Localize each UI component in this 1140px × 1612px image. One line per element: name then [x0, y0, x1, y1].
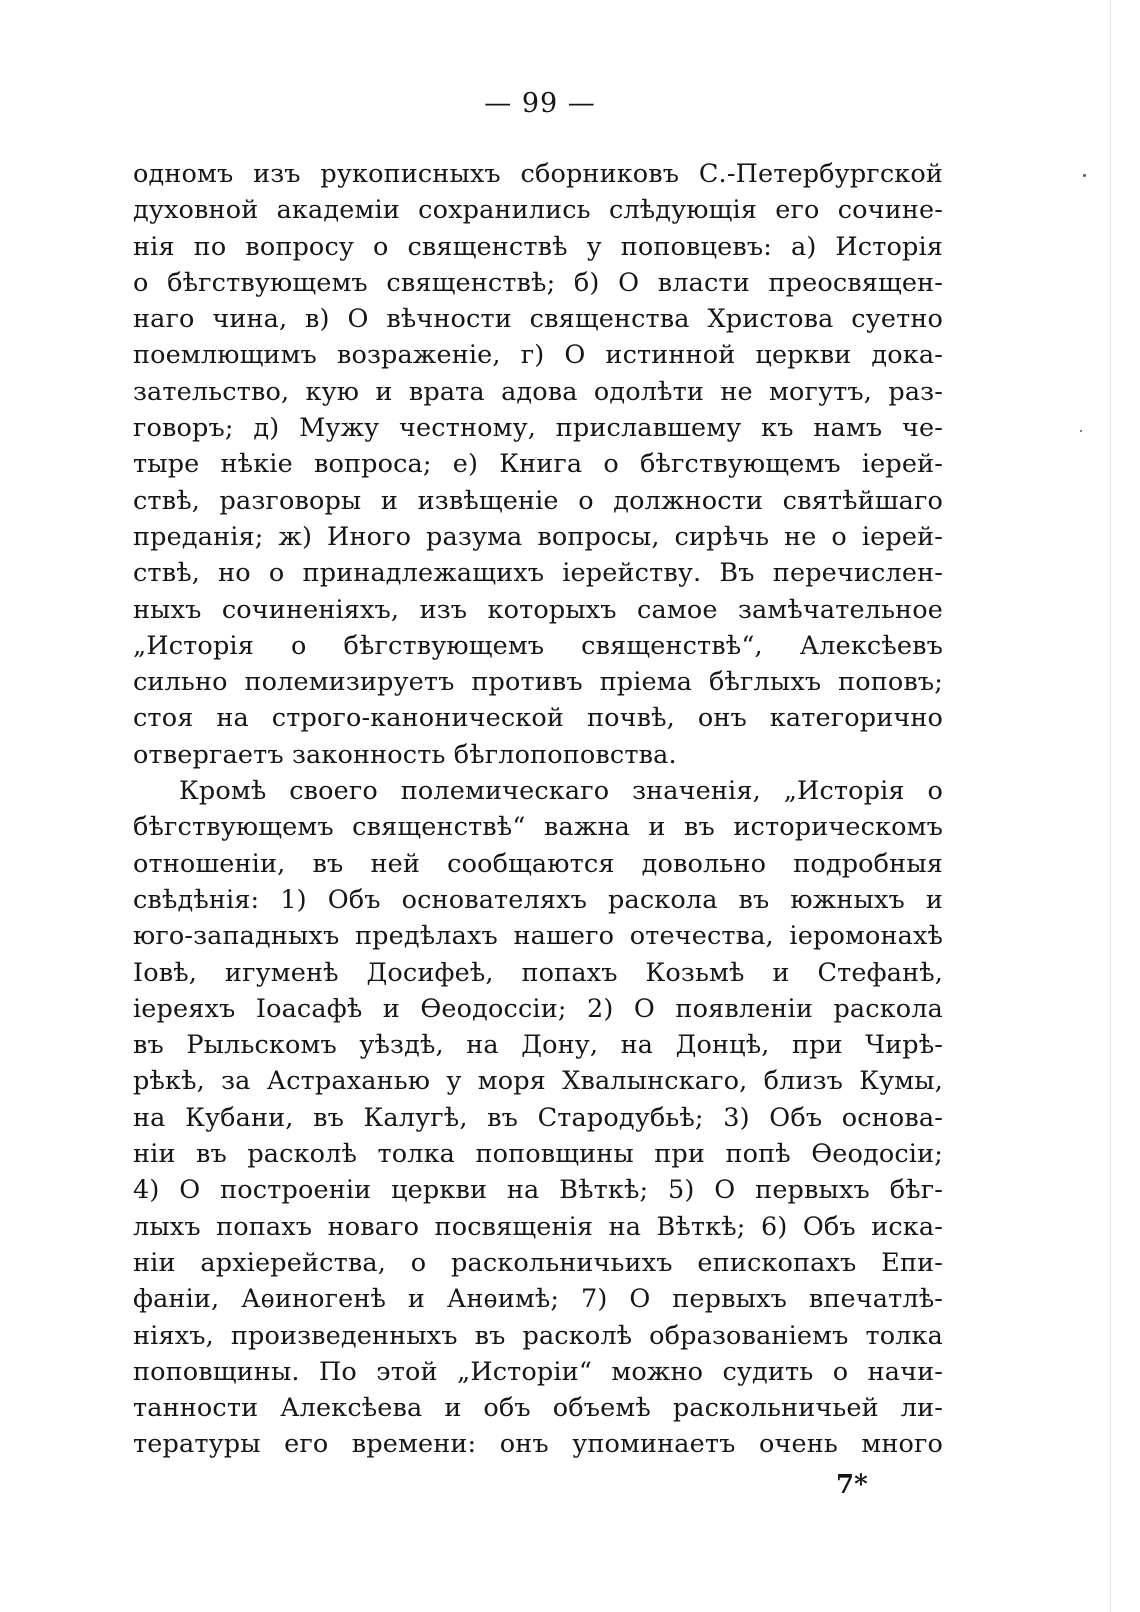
- text-line: ніи въ расколѣ толка поповщины при попѣ Ѳеодосіи;: [133, 1139, 943, 1170]
- text-line: танности Алексѣева и объ объемѣ раскольничьей ли-: [133, 1393, 943, 1424]
- text-line: на Кубани, въ Калугѣ, въ Стародубьѣ; 3) Объ основа-: [133, 1102, 943, 1133]
- text-line: свѣдѣнія: 1) Объ основателяхъ раскола въ южныхъ и: [133, 884, 943, 915]
- text-line: лыхъ попахъ новаго посвященія на Вѣткѣ; 6) Объ иска-: [133, 1211, 943, 1242]
- text-line: ныхъ сочиненіяхъ, изъ которыхъ самое замѣчательное: [133, 594, 943, 625]
- text-line: ствѣ, разговоры и извѣщеніе о должности святѣйшаго: [133, 485, 943, 516]
- text-line: нія по вопросу о священствѣ у поповцевъ: а) Исторія: [133, 231, 943, 262]
- scan-speck: [1080, 430, 1082, 432]
- text-line: наго чина, в) О вѣчности священства Христова суетно: [133, 304, 943, 335]
- text-line: сильно полемизируетъ противъ пріема бѣглыхъ поповъ;: [133, 667, 943, 698]
- text-line: бѣгствующемъ священствѣ“ важна и въ историческомъ: [133, 812, 943, 843]
- text-line: іереяхъ Іоасафѣ и Ѳеодоссіи; 2) О появленіи раскола: [133, 993, 943, 1024]
- text-line: рѣкѣ, за Астраханью у моря Хвалынскаго, близъ Кумы,: [133, 1066, 943, 1097]
- text-line: фаніи, Аѳиногенѣ и Анѳимѣ; 7) О первыхъ впечатлѣ-: [133, 1284, 943, 1315]
- text-line: поемлющимъ возраженіе, г) О истинной церкви дока-: [133, 340, 943, 371]
- text-line: духовной академіи сохранились слѣдующія его сочине-: [133, 195, 943, 226]
- text-line: поповщины. По этой „Исторіи“ можно судить о начи-: [133, 1356, 943, 1387]
- text-line: стоя на строго-канонической почвѣ, онъ категорично: [133, 703, 943, 734]
- scan-edge-line: [1110, 0, 1111, 1612]
- text-line: говоръ; д) Мужу честному, приславшему къ намъ че-: [133, 413, 943, 444]
- text-line: 4) О построеніи церкви на Вѣткѣ; 5) О первыхъ бѣг-: [133, 1175, 943, 1206]
- text-line-paragraph-start: Кромѣ своего полемическаго значенія, „Исторія о: [179, 776, 943, 807]
- text-line: тературы его времени: онъ упоминаетъ очень много: [133, 1429, 943, 1460]
- text-line-paragraph-end: отвергаетъ законность бѣглопоповства.: [133, 739, 677, 770]
- text-line: Іовѣ, игуменѣ Досифеѣ, попахъ Козьмѣ и Стефанѣ,: [133, 957, 943, 988]
- text-line: отношеніи, въ ней сообщаются довольно подробныя: [133, 848, 943, 879]
- text-line: ніяхъ, произведенныхъ въ расколѣ образованіемъ толка: [133, 1320, 943, 1351]
- text-line: ствѣ, но о принадлежащихъ іерейству. Въ перечислен-: [133, 558, 943, 589]
- text-line: юго-западныхъ предѣлахъ нашего отечества, іеромонахѣ: [133, 921, 943, 952]
- text-line: преданія; ж) Иного разума вопросы, сирѣчь не о іерей-: [133, 521, 943, 552]
- body-text: [133, 156, 943, 1463]
- text-line: въ Рыльскомъ уѣздѣ, на Дону, на Донцѣ, при Чирѣ-: [133, 1030, 943, 1061]
- text-line: ніи архіерейства, о раскольничьихъ епископахъ Епи-: [133, 1247, 943, 1278]
- text-line: зательство, кую и врата адова одолѣти не могутъ, раз-: [133, 376, 943, 407]
- text-line: тыре нѣкіе вопроса; е) Книга о бѣгствующемъ іерей-: [133, 449, 943, 480]
- text-line: о бѣгствующемъ священствѣ; б) О власти преосвящен-: [133, 267, 943, 298]
- text-line: „Исторія о бѣгствующемъ священствѣ“, Алексѣевъ: [133, 630, 943, 661]
- signature-mark: 7*: [836, 1470, 868, 1500]
- page-number: — 99 —: [484, 88, 596, 119]
- scan-speck: [1083, 174, 1086, 177]
- text-line: одномъ изъ рукописныхъ сборниковъ С.-Петербургской: [133, 159, 943, 189]
